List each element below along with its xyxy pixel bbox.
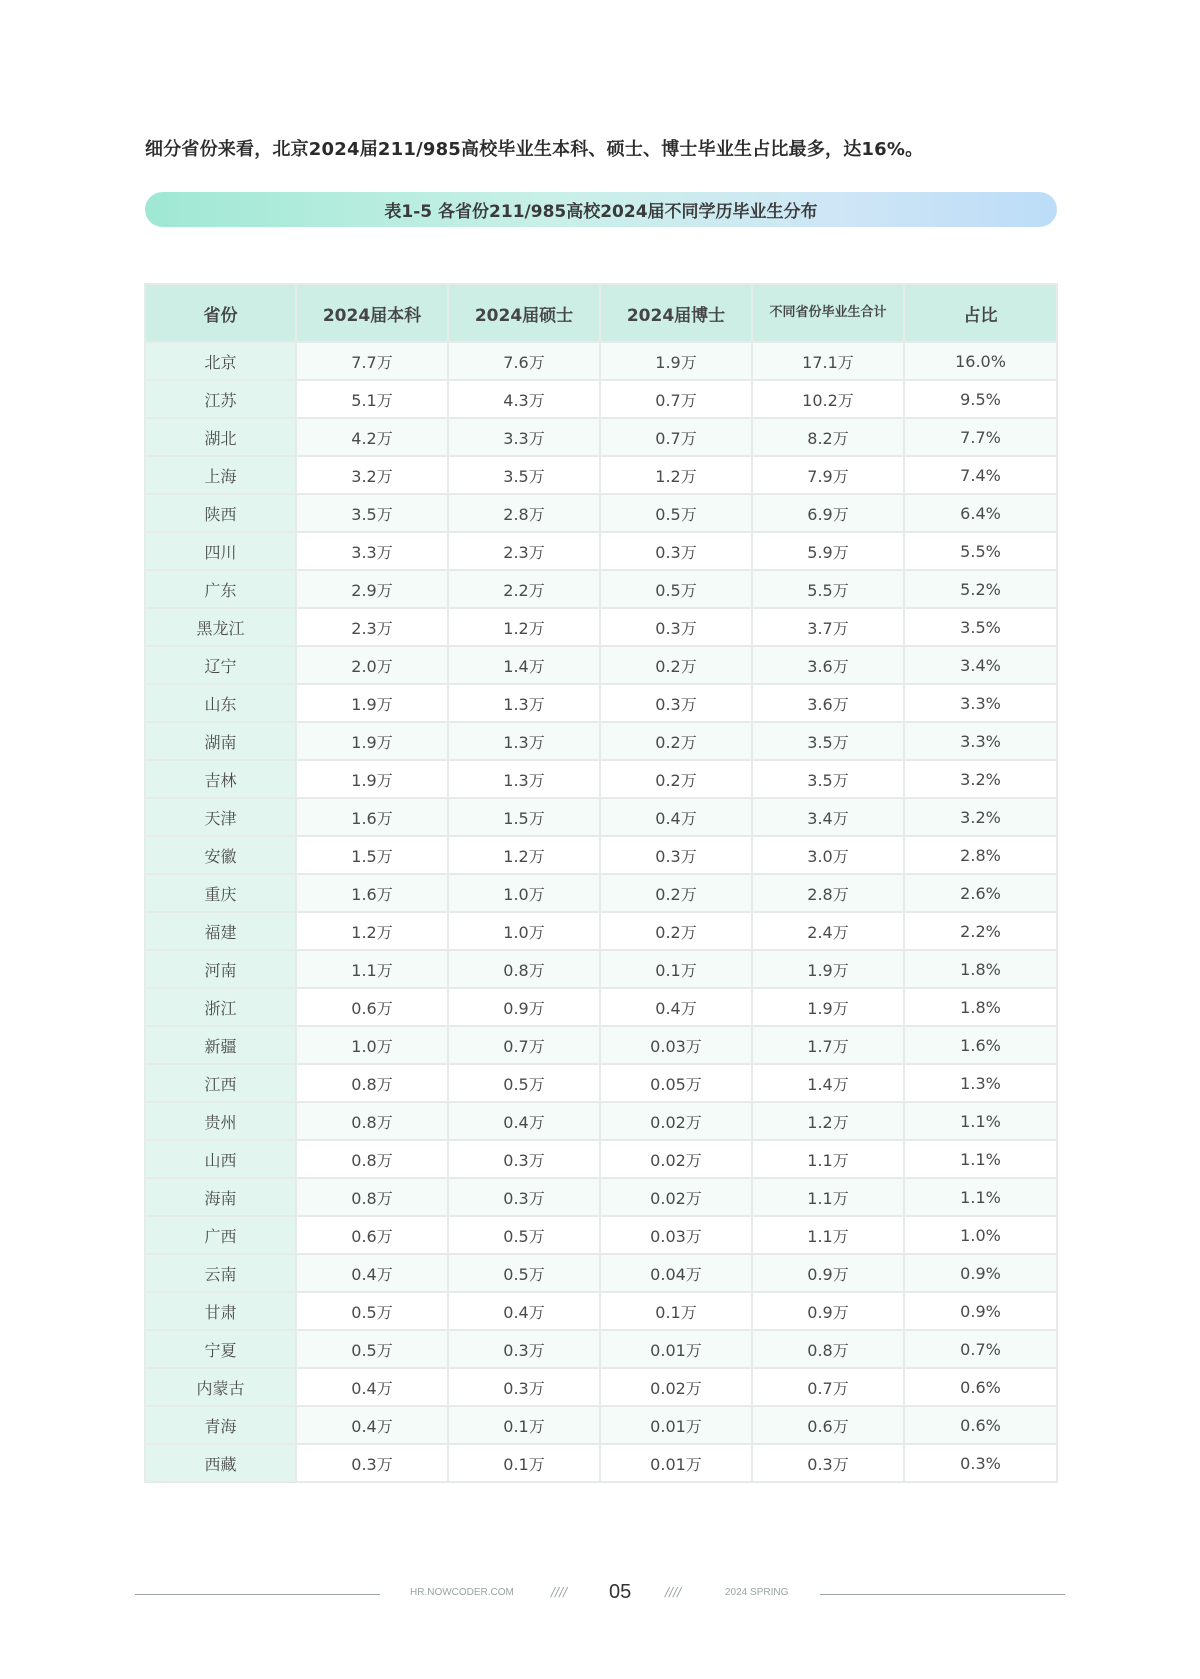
value-cell: 3.3万 — [448, 418, 600, 456]
value-cell: 0.5万 — [448, 1216, 600, 1254]
value-cell: 2.3万 — [296, 608, 448, 646]
value-cell: 1.5万 — [296, 836, 448, 874]
value-cell: 10.2万 — [752, 380, 904, 418]
value-cell: 3.4万 — [752, 798, 904, 836]
province-cell: 四川 — [145, 532, 296, 570]
province-cell: 黑龙江 — [145, 608, 296, 646]
value-cell: 7.6万 — [448, 342, 600, 380]
value-cell: 0.1万 — [448, 1406, 600, 1444]
value-cell: 0.2万 — [600, 722, 752, 760]
value-cell: 3.2% — [904, 798, 1057, 836]
column-header: 2024届博士 — [600, 284, 752, 342]
value-cell: 1.1万 — [752, 1140, 904, 1178]
table-row — [145, 684, 1057, 722]
footer-site: HR.NOWCODER.COM — [410, 1587, 514, 1598]
footer-divider — [820, 1594, 1065, 1595]
province-cell: 广东 — [145, 570, 296, 608]
value-cell: 0.2万 — [600, 912, 752, 950]
value-cell: 2.6% — [904, 874, 1057, 912]
value-cell: 1.8% — [904, 950, 1057, 988]
value-cell: 0.7万 — [752, 1368, 904, 1406]
value-cell: 3.3% — [904, 684, 1057, 722]
value-cell: 2.2万 — [448, 570, 600, 608]
page-number: 05 — [609, 1581, 632, 1603]
value-cell: 0.2万 — [600, 874, 752, 912]
value-cell: 1.0万 — [448, 874, 600, 912]
table-header-row — [145, 284, 1057, 342]
table-row — [145, 1026, 1057, 1064]
value-cell: 0.4万 — [600, 798, 752, 836]
value-cell: 0.02万 — [600, 1102, 752, 1140]
province-cell: 浙江 — [145, 988, 296, 1026]
value-cell: 0.8万 — [448, 950, 600, 988]
column-header: 占比 — [904, 284, 1057, 342]
value-cell: 0.5万 — [448, 1254, 600, 1292]
value-cell: 3.5万 — [296, 494, 448, 532]
value-cell: 0.6万 — [752, 1406, 904, 1444]
province-cell: 安徽 — [145, 836, 296, 874]
value-cell: 0.6万 — [296, 988, 448, 1026]
value-cell: 0.6万 — [296, 1216, 448, 1254]
province-cell: 江西 — [145, 1064, 296, 1102]
table-caption: 表1-5 各省份211/985高校2024届不同学历毕业生分布 — [145, 192, 1057, 227]
value-cell: 5.5% — [904, 532, 1057, 570]
value-cell: 0.3万 — [296, 1444, 448, 1482]
value-cell: 7.4% — [904, 456, 1057, 494]
table-row — [145, 1254, 1057, 1292]
province-cell: 北京 — [145, 342, 296, 380]
value-cell: 0.8万 — [296, 1064, 448, 1102]
value-cell: 2.3万 — [448, 532, 600, 570]
value-cell: 5.5万 — [752, 570, 904, 608]
value-cell: 1.1万 — [296, 950, 448, 988]
value-cell: 1.1万 — [752, 1216, 904, 1254]
province-cell: 湖南 — [145, 722, 296, 760]
table-row — [145, 1292, 1057, 1330]
value-cell: 0.3万 — [600, 532, 752, 570]
value-cell: 3.4% — [904, 646, 1057, 684]
value-cell: 0.01万 — [600, 1406, 752, 1444]
table-row — [145, 570, 1057, 608]
value-cell: 2.8% — [904, 836, 1057, 874]
value-cell: 0.03万 — [600, 1216, 752, 1254]
value-cell: 0.02万 — [600, 1178, 752, 1216]
value-cell: 1.3% — [904, 1064, 1057, 1102]
value-cell: 0.6% — [904, 1368, 1057, 1406]
value-cell: 3.6万 — [752, 646, 904, 684]
province-cell: 青海 — [145, 1406, 296, 1444]
value-cell: 0.5万 — [600, 494, 752, 532]
footer-divider — [135, 1594, 380, 1595]
table-row — [145, 950, 1057, 988]
table-row — [145, 1178, 1057, 1216]
table-row — [145, 760, 1057, 798]
value-cell: 1.9万 — [752, 950, 904, 988]
value-cell: 0.7万 — [448, 1026, 600, 1064]
province-cell: 河南 — [145, 950, 296, 988]
value-cell: 0.8万 — [296, 1178, 448, 1216]
value-cell: 0.3万 — [600, 836, 752, 874]
value-cell: 7.7万 — [296, 342, 448, 380]
value-cell: 1.2万 — [600, 456, 752, 494]
value-cell: 0.03万 — [600, 1026, 752, 1064]
province-cell: 西藏 — [145, 1444, 296, 1482]
value-cell: 0.3万 — [448, 1368, 600, 1406]
table-row — [145, 912, 1057, 950]
value-cell: 1.9万 — [296, 722, 448, 760]
province-cell: 辽宁 — [145, 646, 296, 684]
value-cell: 0.2万 — [600, 760, 752, 798]
table-row — [145, 380, 1057, 418]
value-cell: 3.7万 — [752, 608, 904, 646]
value-cell: 0.1万 — [600, 950, 752, 988]
value-cell: 0.5万 — [296, 1292, 448, 1330]
table-row — [145, 1444, 1057, 1482]
value-cell: 0.4万 — [448, 1292, 600, 1330]
province-cell: 吉林 — [145, 760, 296, 798]
value-cell: 1.0万 — [448, 912, 600, 950]
value-cell: 1.7万 — [752, 1026, 904, 1064]
value-cell: 0.4万 — [600, 988, 752, 1026]
value-cell: 0.3万 — [448, 1140, 600, 1178]
column-header: 不同省份毕业生合计 — [752, 284, 904, 342]
province-cell: 海南 — [145, 1178, 296, 1216]
province-cell: 上海 — [145, 456, 296, 494]
value-cell: 0.04万 — [600, 1254, 752, 1292]
value-cell: 0.01万 — [600, 1330, 752, 1368]
value-cell: 0.9% — [904, 1292, 1057, 1330]
province-cell: 云南 — [145, 1254, 296, 1292]
province-cell: 山东 — [145, 684, 296, 722]
value-cell: 7.9万 — [752, 456, 904, 494]
table-row — [145, 646, 1057, 684]
value-cell: 5.9万 — [752, 532, 904, 570]
value-cell: 7.7% — [904, 418, 1057, 456]
value-cell: 8.2万 — [752, 418, 904, 456]
province-cell: 重庆 — [145, 874, 296, 912]
value-cell: 1.3万 — [448, 684, 600, 722]
value-cell: 1.8% — [904, 988, 1057, 1026]
value-cell: 0.7万 — [600, 380, 752, 418]
value-cell: 16.0% — [904, 342, 1057, 380]
footer-season: 2024 SPRING — [725, 1587, 789, 1598]
value-cell: 4.2万 — [296, 418, 448, 456]
table-row — [145, 1330, 1057, 1368]
value-cell: 1.2万 — [448, 836, 600, 874]
value-cell: 3.2万 — [296, 456, 448, 494]
table-row — [145, 608, 1057, 646]
value-cell: 3.5万 — [448, 456, 600, 494]
value-cell: 3.2% — [904, 760, 1057, 798]
value-cell: 2.8万 — [752, 874, 904, 912]
table-row — [145, 1102, 1057, 1140]
value-cell: 1.1% — [904, 1102, 1057, 1140]
value-cell: 2.9万 — [296, 570, 448, 608]
value-cell: 0.4万 — [448, 1102, 600, 1140]
value-cell: 0.7万 — [600, 418, 752, 456]
value-cell: 1.1万 — [752, 1178, 904, 1216]
footer-separator: //// — [551, 1585, 568, 1599]
table-row — [145, 532, 1057, 570]
table-row — [145, 456, 1057, 494]
value-cell: 0.01万 — [600, 1444, 752, 1482]
value-cell: 5.1万 — [296, 380, 448, 418]
table-row — [145, 722, 1057, 760]
value-cell: 1.9万 — [600, 342, 752, 380]
province-cell: 山西 — [145, 1140, 296, 1178]
province-cell: 甘肃 — [145, 1292, 296, 1330]
value-cell: 17.1万 — [752, 342, 904, 380]
table-row — [145, 798, 1057, 836]
value-cell: 3.0万 — [752, 836, 904, 874]
value-cell: 1.2万 — [752, 1102, 904, 1140]
province-cell: 内蒙古 — [145, 1368, 296, 1406]
value-cell: 2.4万 — [752, 912, 904, 950]
table-row — [145, 1368, 1057, 1406]
province-cell: 广西 — [145, 1216, 296, 1254]
value-cell: 0.8万 — [296, 1102, 448, 1140]
value-cell: 0.6% — [904, 1406, 1057, 1444]
value-cell: 1.9万 — [752, 988, 904, 1026]
value-cell: 9.5% — [904, 380, 1057, 418]
value-cell: 0.02万 — [600, 1368, 752, 1406]
table-row — [145, 1140, 1057, 1178]
value-cell: 3.3万 — [296, 532, 448, 570]
value-cell: 0.9万 — [752, 1292, 904, 1330]
table-row — [145, 836, 1057, 874]
value-cell: 1.6万 — [296, 798, 448, 836]
value-cell: 1.2万 — [448, 608, 600, 646]
province-cell: 贵州 — [145, 1102, 296, 1140]
value-cell: 1.3万 — [448, 760, 600, 798]
province-cell: 湖北 — [145, 418, 296, 456]
value-cell: 1.6万 — [296, 874, 448, 912]
value-cell: 3.3% — [904, 722, 1057, 760]
value-cell: 0.3% — [904, 1444, 1057, 1482]
table-row — [145, 494, 1057, 532]
province-cell: 江苏 — [145, 380, 296, 418]
province-cell: 宁夏 — [145, 1330, 296, 1368]
value-cell: 0.3万 — [752, 1444, 904, 1482]
distribution-table — [144, 283, 1056, 1483]
province-cell: 新疆 — [145, 1026, 296, 1064]
value-cell: 0.4万 — [296, 1368, 448, 1406]
value-cell: 0.3万 — [600, 608, 752, 646]
value-cell: 0.5万 — [296, 1330, 448, 1368]
province-cell: 天津 — [145, 798, 296, 836]
column-header: 省份 — [145, 284, 296, 342]
value-cell: 0.4万 — [296, 1254, 448, 1292]
value-cell: 3.6万 — [752, 684, 904, 722]
value-cell: 0.1万 — [448, 1444, 600, 1482]
table-row — [145, 342, 1057, 380]
table-row — [145, 1064, 1057, 1102]
value-cell: 1.1% — [904, 1140, 1057, 1178]
province-cell: 福建 — [145, 912, 296, 950]
value-cell: 3.5万 — [752, 760, 904, 798]
value-cell: 0.05万 — [600, 1064, 752, 1102]
value-cell: 0.02万 — [600, 1140, 752, 1178]
value-cell: 0.8万 — [752, 1330, 904, 1368]
table-row — [145, 988, 1057, 1026]
value-cell: 5.2% — [904, 570, 1057, 608]
value-cell: 1.0万 — [296, 1026, 448, 1064]
value-cell: 1.6% — [904, 1026, 1057, 1064]
value-cell: 1.4万 — [448, 646, 600, 684]
page-footer — [135, 1582, 1065, 1606]
value-cell: 0.3万 — [448, 1330, 600, 1368]
value-cell: 4.3万 — [448, 380, 600, 418]
column-header: 2024届硕士 — [448, 284, 600, 342]
column-header: 2024届本科 — [296, 284, 448, 342]
value-cell: 0.3万 — [448, 1178, 600, 1216]
intro-paragraph: 细分省份来看，北京2024届211/985高校毕业生本科、硕士、博士毕业生占比最多，达16%。 — [145, 139, 924, 160]
value-cell: 1.0% — [904, 1216, 1057, 1254]
value-cell: 1.3万 — [448, 722, 600, 760]
value-cell: 0.5万 — [600, 570, 752, 608]
value-cell: 6.9万 — [752, 494, 904, 532]
value-cell: 2.0万 — [296, 646, 448, 684]
value-cell: 1.9万 — [296, 684, 448, 722]
value-cell: 2.2% — [904, 912, 1057, 950]
value-cell: 3.5% — [904, 608, 1057, 646]
value-cell: 1.5万 — [448, 798, 600, 836]
value-cell: 1.4万 — [752, 1064, 904, 1102]
table-body — [145, 342, 1057, 1482]
value-cell: 1.1% — [904, 1178, 1057, 1216]
value-cell: 2.8万 — [448, 494, 600, 532]
value-cell: 0.9万 — [448, 988, 600, 1026]
table-row — [145, 874, 1057, 912]
value-cell: 1.2万 — [296, 912, 448, 950]
value-cell: 0.9% — [904, 1254, 1057, 1292]
value-cell: 0.5万 — [448, 1064, 600, 1102]
value-cell: 0.1万 — [600, 1292, 752, 1330]
table-row — [145, 1406, 1057, 1444]
value-cell: 3.5万 — [752, 722, 904, 760]
table-row — [145, 1216, 1057, 1254]
value-cell: 0.7% — [904, 1330, 1057, 1368]
value-cell: 0.4万 — [296, 1406, 448, 1444]
value-cell: 1.9万 — [296, 760, 448, 798]
value-cell: 6.4% — [904, 494, 1057, 532]
value-cell: 0.9万 — [752, 1254, 904, 1292]
footer-separator: //// — [665, 1585, 682, 1599]
table-row — [145, 418, 1057, 456]
province-cell: 陕西 — [145, 494, 296, 532]
value-cell: 0.2万 — [600, 646, 752, 684]
value-cell: 0.3万 — [600, 684, 752, 722]
value-cell: 0.8万 — [296, 1140, 448, 1178]
